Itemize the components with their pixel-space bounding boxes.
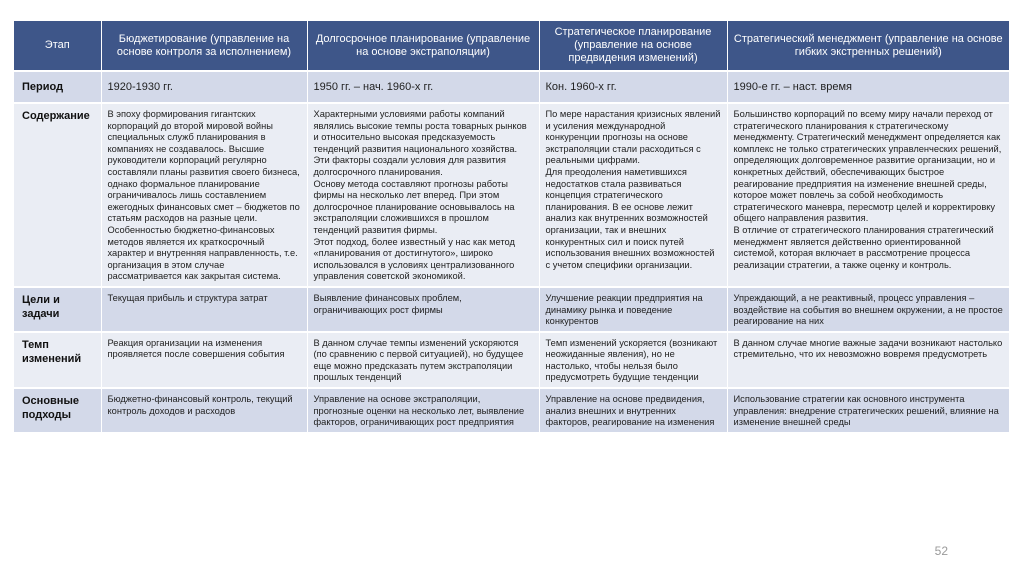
table-cell: Кон. 1960-х гг. (539, 71, 727, 103)
table-cell: Улучшение реакции предприятия на динамику рынка и поведение конкурентов (539, 287, 727, 332)
row-goals (14, 287, 1009, 332)
table-cell: Управление на основе экстраполяции, прогнозные оценки на несколько лет, выявление факторов, ограничивающих рост предприятия (307, 388, 539, 432)
table-cell: По мере нарастания кризисных явлений и усиления международной конкуренции прогнозы на основе экстраполяции стали расходиться с реальными цифрами. Для преодоления наметившихся недостатков стала развиваться концепция стратегического планирования. В ее основе лежит анализ как внутренних возможностей организации, так и внешних конкурентных сил и поиск путей использования внешних возможностей с учетом специфики организации. (539, 103, 727, 287)
row-label-content: Содержание (14, 103, 101, 287)
table-cell: 1920-1930 гг. (101, 71, 307, 103)
header-budgeting: Бюджетирование (управление на основе контроля за исполнением) (101, 21, 307, 71)
table-cell: В данном случае многие важные задачи возникают настолько стремительно, что их невозможно вовремя предусмотреть (727, 332, 1009, 388)
header-strategic-management: Стратегический менеджмент (управление на основе гибких экстренных решений) (727, 21, 1009, 71)
table-cell: Управление на основе предвидения, анализ внешних и внутренних факторов, реагирование на изменения (539, 388, 727, 432)
header-stage: Этап (14, 21, 101, 71)
table-cell: В эпоху формирования гигантских корпораций до второй мировой войны специальных служб планирования в компаниях не создавалось. Высшие руководители корпораций регулярно составляли планы развития своего бизнеса, однако формальное планирование ограничивалось лишь составлением ежегодных финансовых смет – бюджетов по статьям расходов на разные цели. Особенностью бюджетно-финансовых методов является их краткосрочный характер и внутренняя направленность, т.е. организация в этом случае рассматривается как закрытая система. (101, 103, 307, 287)
table-cell: Упреждающий, а не реактивный, процесс управления – воздействие на события во внешнем окружении, а не простое реагирование на них (727, 287, 1009, 332)
header-long-term-planning: Долгосрочное планирование (управление на основе экстраполяции) (307, 21, 539, 71)
header-strategic-planning: Стратегическое планирование (управление на основе предвидения изменений) (539, 21, 727, 71)
header-row (14, 21, 1009, 71)
row-label-pace: Темп изменений (14, 332, 101, 388)
table-cell: 1950 гг. – нач. 1960-х гг. (307, 71, 539, 103)
table-cell: Большинство корпораций по всему миру начали переход от стратегического планирования к стратегическому менеджменту. Стратегический менеджмент определяется как комплекс не только стратегических управленческих решений, определяющих долговременное развитие организации, но и конкретных действий, обеспечивающих быстрое реагирование предприятия на изменение внешней среды, которое может повлечь за собой необходимость стратегического маневра, пересмотр целей и корректировку общего направления развития. В отличие от стратегического планирования стратегический менеджмент является действенно ориентированной системой, которая включает в рассмотрение процесса реализации стратегии, а также оценку и контроль. (727, 103, 1009, 287)
page-number: 52 (934, 544, 948, 558)
table-cell: Использование стратегии как основного инструмента управления: внедрение стратегических решений, влияние на изменение внешней среды (727, 388, 1009, 432)
comparison-table (14, 21, 1009, 432)
table-cell: Характерными условиями работы компаний являлись высокие темпы роста товарных рынков и относительно высокая предсказуемость тенденций развития национального хозяйства. Эти факторы создали условия для развития долгосрочного планирования. Основу метода составляют прогнозы работы фирмы на несколько лет вперед. При этом долгосрочное планирование основывалось на экстраполяции сложившихся в прошлом тенденций развития фирмы. Этот подход, более известный у нас как метод «планирования от достигнутого», широко использовался в условиях централизованного управления советской экономикой. (307, 103, 539, 287)
row-approaches (14, 388, 1009, 432)
row-label-approaches: Основные подходы (14, 388, 101, 432)
table-cell: Темп изменений ускоряется (возникают неожиданные явления), но не настолько, чтобы нельзя было предусмотреть будущие тенденции (539, 332, 727, 388)
table-cell: Бюджетно-финансовый контроль, текущий контроль доходов и расходов (101, 388, 307, 432)
table-cell: 1990-е гг. – наст. время (727, 71, 1009, 103)
row-label-period: Период (14, 71, 101, 103)
row-period (14, 71, 1009, 103)
table-cell: Выявление финансовых проблем, ограничивающих рост фирмы (307, 287, 539, 332)
table-cell: В данном случае темпы изменений ускоряются (по сравнению с первой ситуацией), но будущее еще можно предсказать путем экстраполяции прошлых тенденций (307, 332, 539, 388)
table-cell: Реакция организации на изменения проявляется после совершения события (101, 332, 307, 388)
row-label-goals: Цели и задачи (14, 287, 101, 332)
table-cell: Текущая прибыль и структура затрат (101, 287, 307, 332)
row-content (14, 103, 1009, 287)
row-pace (14, 332, 1009, 388)
